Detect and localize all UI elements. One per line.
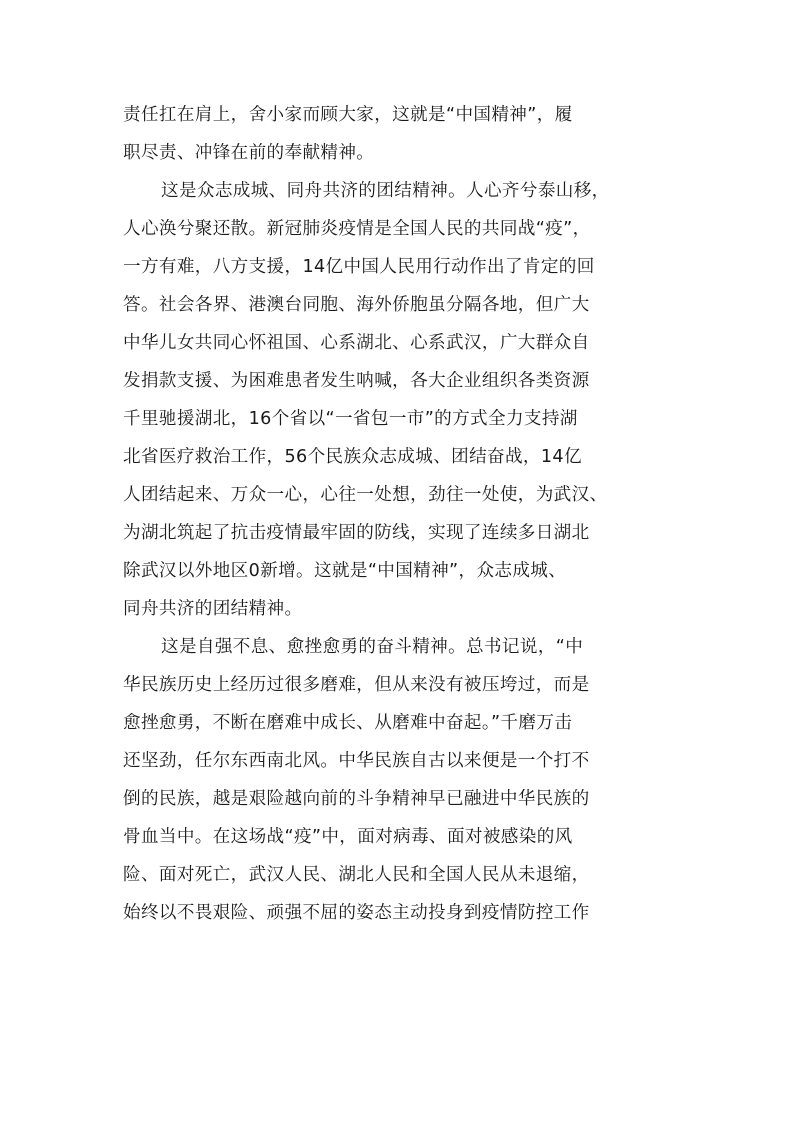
text-line: 华民族历史上经历过很多磨难，但从来没有被压垮过，而是 [123, 675, 590, 695]
text-line: 责任扛在肩上，舍小家而顾大家，这就是“中国精神”，履 [123, 105, 573, 125]
paragraph-start-line: 这是众志成城、同舟共济的团结精神。人心齐兮泰山移， [161, 181, 610, 201]
text-line: 一方有难，八方支援，14亿中国人民用行动作出了肯定的回 [123, 257, 595, 277]
text-line: 始终以不畏艰险、顽强不屈的姿态主动投身到疫情防控工作 [123, 903, 590, 923]
text-line: 除武汉以外地区0新增。这就是“中国精神”，众志成城、 [123, 561, 567, 581]
text-line: 千里驰援湖北，16个省以“一省包一市”的方式全力支持湖 [123, 409, 578, 429]
text-line: 人团结起来、万众一心，心往一处想，劲往一处使，为武汉、 [123, 485, 608, 505]
text-line: 人心涣兮聚还散。新冠肺炎疫情是全国人民的共同战“疫”， [123, 219, 591, 239]
paragraph-start-line: 这是自强不息、愈挫愈勇的奋斗精神。总书记说，“中 [161, 637, 584, 657]
text-line: 同舟共济的团结精神。 [123, 599, 303, 619]
text-line: 愈挫愈勇，不断在磨难中成长、从磨难中奋起。”千磨万击 [123, 713, 573, 733]
text-line: 发捐款支援、为困难患者发生呐喊，各大企业组织各类资源 [123, 371, 590, 391]
text-line: 倒的民族，越是艰险越向前的斗争精神早已融进中华民族的 [123, 789, 590, 809]
text-line: 险、面对死亡，武汉人民、湖北人民和全国人民从未退缩， [123, 865, 590, 885]
text-line: 北省医疗救治工作，56个民族众志成城、团结奋战，14亿 [123, 447, 582, 467]
text-line: 职尽责、冲锋在前的奉献精神。 [123, 143, 375, 163]
text-line: 答。社会各界、港澳台同胞、海外侨胞虽分隔各地，但广大 [123, 295, 590, 315]
text-line: 还坚劲，任尔东西南北风。中华民族自古以来便是一个打不 [123, 751, 590, 771]
text-line: 骨血当中。在这场战“疫”中，面对病毒、面对被感染的风 [123, 827, 573, 847]
body-text [123, 96, 683, 932]
text-line: 为湖北筑起了抗击疫情最牢固的防线，实现了连续多日湖北 [123, 523, 590, 543]
text-line: 中华儿女共同心怀祖国、心系湖北、心系武汉，广大群众自 [123, 333, 590, 353]
